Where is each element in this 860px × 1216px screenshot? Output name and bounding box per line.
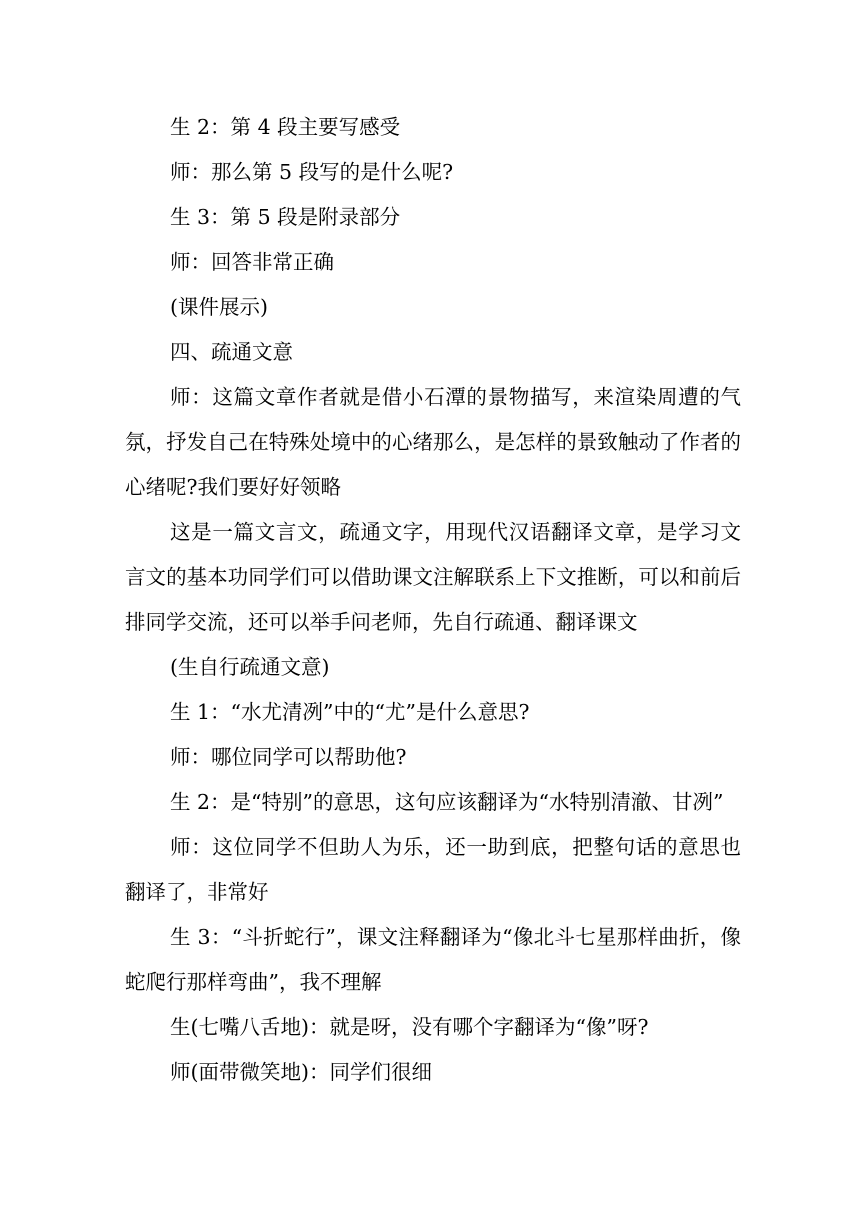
paragraph-self-study: (生自行疏通文意)	[170, 655, 330, 679]
paragraph-teacher-section5-question: 师：那么第 5 段写的是什么呢?	[170, 160, 454, 184]
section-heading-4: 四、疏通文意	[170, 340, 293, 364]
paragraph-student2-section4: 生 2：第 4 段主要写感受	[170, 115, 401, 139]
paragraph-courseware-display: (课件展示)	[170, 295, 268, 319]
paragraph-teacher-who-helps: 师：哪位同学可以帮助他?	[170, 745, 407, 769]
paragraph-teacher-correct: 师：回答非常正确	[170, 250, 334, 274]
paragraph-teacher-intro: 师：这篇文章作者就是借小石潭的景物描写，来渲染周遭的气氛，抒发自己在特殊处境中的心绪那么，是怎样的景致触动了作者的心绪呢?我们要好好领略	[125, 385, 741, 499]
paragraph-teacher-praise: 师：这位同学不但助人为乐，还一助到底，把整句话的意思也翻译了，非常好	[125, 835, 741, 904]
paragraph-student3-appendix: 生 3：第 5 段是附录部分	[170, 205, 401, 229]
paragraph-student3-question: 生 3：“斗折蛇行”，课文注释翻译为“像北斗七星那样曲折，像蛇爬行那样弯曲”，我不理解	[125, 925, 741, 994]
paragraph-classical-chinese: 这是一篇文言文，疏通文字，用现代汉语翻译文章，是学习文言文的基本功同学们可以借助课文注解联系上下文推断，可以和前后排同学交流，还可以举手问老师，先自行疏通、翻译课文	[125, 520, 741, 634]
paragraph-students-chorus: 生(七嘴八舌地)：就是呀，没有哪个字翻译为“像”呀?	[170, 1015, 649, 1039]
paragraph-student2-answer: 生 2：是“特别”的意思，这句应该翻译为“水特别清澈、甘冽”	[170, 790, 724, 814]
paragraph-student1-question: 生 1：“水尤清冽”中的“尤”是什么意思?	[170, 700, 530, 724]
paragraph-teacher-smiling: 师(面带微笑地)：同学们很细	[170, 1060, 432, 1084]
